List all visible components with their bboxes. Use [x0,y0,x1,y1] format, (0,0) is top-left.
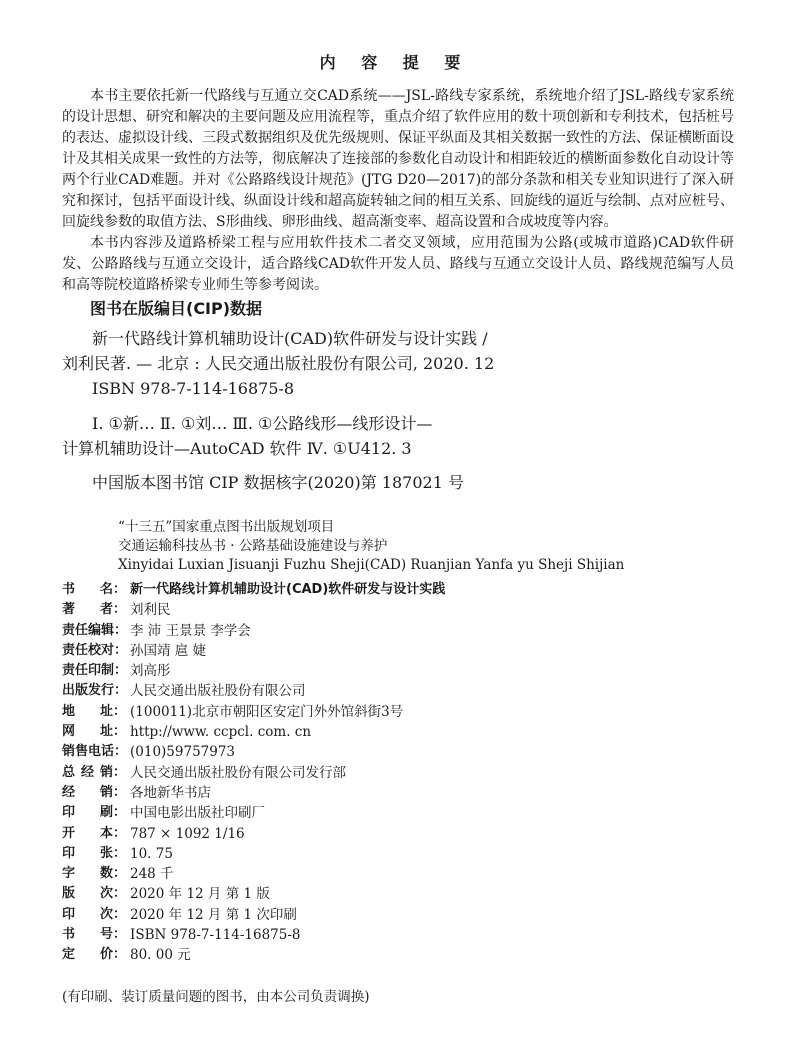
meta-label [62,844,126,864]
meta-label-part: 数： [99,866,126,882]
meta-row [62,763,734,783]
meta-label-part: 开 [62,825,76,841]
meta-label-part: 版 [62,886,76,902]
meta-label [62,600,126,620]
quality-note: (有印刷、装订质量问题的图书，由本公司负责调换) [62,989,370,1005]
meta-label [62,722,126,742]
meta-label-part: 本： [99,825,126,841]
meta-row [62,925,734,945]
meta-label-part: 责任校对： [62,642,128,658]
meta-value: 787 × 1092 1/16 [130,825,245,842]
meta-label [62,864,126,884]
cip-number: 中国版本图书馆 CIP 数据核字(2020)第 187021 号 [92,473,464,492]
cip-class-line-1: Ⅰ. ①新… Ⅱ. ①刘… Ⅲ. ①公路线形—线形设计— [92,414,433,433]
meta-label-part: 印 [62,845,76,861]
meta-row [62,621,734,641]
meta-row [62,864,734,884]
meta-label-part: 名： [99,582,126,597]
meta-value: 人民交通出版社股份有限公司发行部 [130,764,346,781]
meta-value: 2020 年 12 月 第 1 次印刷 [130,906,297,923]
meta-label-part: 销： [99,764,126,780]
meta-label [62,905,126,925]
meta-label-part: 销售电话： [62,744,128,760]
meta-label [62,580,126,600]
meta-value: 李 沛 王景景 李学会 [130,622,251,639]
series-collection: 交通运输科技丛书 · 公路基础设施建设与养护 [118,538,388,554]
series-pinyin-title: Xinyidai Luxian Jisuanji Fuzhu Sheji(CAD) Ruanjian Yanfa yu Sheji Shijian [118,557,625,573]
meta-label-part: 定 [62,947,76,963]
meta-value: (010)59757973 [130,744,236,761]
meta-label-part: 价： [99,947,126,963]
meta-value: 孙国靖 扈 婕 [130,642,207,659]
publication-info [62,580,734,966]
cip-title-line: 新一代路线计算机辅助设计(CAD)软件研发与设计实践 / [92,329,488,348]
meta-value: (100011)北京市朝阳区安定门外外馆斜街3号 [130,703,404,720]
meta-row [62,742,734,762]
meta-label-part: 经 [80,764,94,780]
meta-label-part: 号： [99,927,126,943]
meta-label-part: 书 [62,582,76,597]
meta-row [62,641,734,661]
meta-row [62,661,734,681]
meta-value: 新一代路线计算机辅助设计(CAD)软件研发与设计实践 [130,582,446,597]
meta-value: 80. 00 元 [130,947,191,964]
meta-value: 248 千 [130,866,174,883]
meta-label-part: 字 [62,866,76,882]
meta-row [62,945,734,965]
meta-label-part: 责任编辑： [62,622,128,638]
meta-label-part: 址： [99,703,126,719]
meta-value: 10. 75 [130,845,173,862]
meta-row [62,600,734,620]
meta-label-part: 刷： [99,805,126,821]
summary-section [62,86,734,296]
cip-classification [62,411,734,461]
meta-label [62,702,126,722]
meta-value: 2020 年 12 月 第 1 版 [130,886,270,903]
meta-value: 刘利民 [130,602,171,619]
meta-label [62,621,126,641]
meta-row [62,580,734,600]
meta-label-part: 印 [62,805,76,821]
meta-label-part: 销： [99,784,126,800]
meta-label [62,884,126,904]
summary-paragraph-1: 本书主要依托新一代路线与互通立交CAD系统——JSL-路线专家系统，系统地介绍了JSL-路线专家系统的设计思想、研究和解决的主要问题及应用流程等，重点介绍了软件应用的数十项创新和专利技术，包括桩号的表达、虚拟设计线、三段式数据组织及优先级规则、保证平纵面及其相关数据一致性的方法、保证横断面设计及其相关成果一致性的方法等，彻底解决了连接部的参数化自动设计和相距较近的横断面参数化自动设计等两个行业CAD难题。并对《公路路线设计规范》(JTG D20—2017)的部分条款和相关专业知识进行了深入研究和探讨，包括平面设计线、纵面设计线和超高旋转轴之间的相互关系、回旋线的逼近与绘制、点对应桩号、回旋线参数的取值方法、S形曲线、卵形曲线、超高渐变率、超高设置和合成坡度等内容。 [62,88,734,230]
meta-row [62,803,734,823]
page-title: 内 容 提 要 [319,53,471,72]
meta-row [62,722,734,742]
meta-label-part: 次： [99,906,126,922]
meta-value: ISBN 978-7-114-16875-8 [130,927,301,944]
meta-row [62,783,734,803]
meta-label [62,925,126,945]
meta-label-part: 印 [62,906,76,922]
meta-label-part: 著 [62,602,76,618]
meta-label-part: 网 [62,724,76,740]
meta-label [62,803,126,823]
meta-row [62,884,734,904]
meta-label [62,661,126,681]
meta-label-part: 地 [62,703,76,719]
series-project: “十三五”国家重点图书出版规划项目 [118,519,335,535]
meta-row [62,681,734,701]
meta-label-part: 总 [62,764,76,780]
meta-label [62,824,126,844]
meta-label [62,681,126,701]
meta-label-part: 责任印制： [62,663,128,679]
cip-record [62,326,734,401]
meta-label [62,742,126,762]
meta-label-part: 书 [62,927,76,943]
meta-label [62,641,126,661]
cip-author-line: 刘利民著. — 北京 : 人民交通出版社股份有限公司, 2020. 12 [62,354,495,373]
summary-paragraph-2: 本书内容涉及道路桥梁工程与应用软件技术二者交叉领域，应用范围为公路(或城市道路)CAD软件研发、公路路线与互通立交设计，适合路线CAD软件开发人员、路线与互通立交设计人员、路线规范编写人员和高等院校道路桥梁专业师生等参考阅读。 [62,235,734,293]
meta-label [62,945,126,965]
meta-value: 各地新华书店 [130,784,211,801]
meta-label-part: 经 [62,784,76,800]
meta-label-part: 次： [99,886,126,902]
meta-label-part: 出版发行： [62,683,128,699]
meta-value: 人民交通出版社股份有限公司 [130,683,306,700]
meta-row [62,844,734,864]
meta-row [62,824,734,844]
cip-class-line-2: 计算机辅助设计—AutoCAD 软件 Ⅳ. ①U412. 3 [62,439,412,458]
series-info [118,518,624,575]
meta-label-part: 址： [99,724,126,740]
meta-label-part: 张： [99,845,126,861]
meta-value: 中国电影出版社印刷厂 [130,805,265,822]
meta-value: http://www. ccpcl. com. cn [130,724,312,741]
meta-label [62,783,126,803]
meta-label [62,763,126,783]
cip-number-block [62,470,734,495]
meta-row [62,702,734,722]
meta-value: 刘高彤 [130,663,171,680]
meta-label-part: 者： [99,602,126,618]
cip-isbn: ISBN 978-7-114-16875-8 [92,379,295,398]
meta-row [62,905,734,925]
cip-heading: 图书在版编目(CIP)数据 [90,299,263,318]
